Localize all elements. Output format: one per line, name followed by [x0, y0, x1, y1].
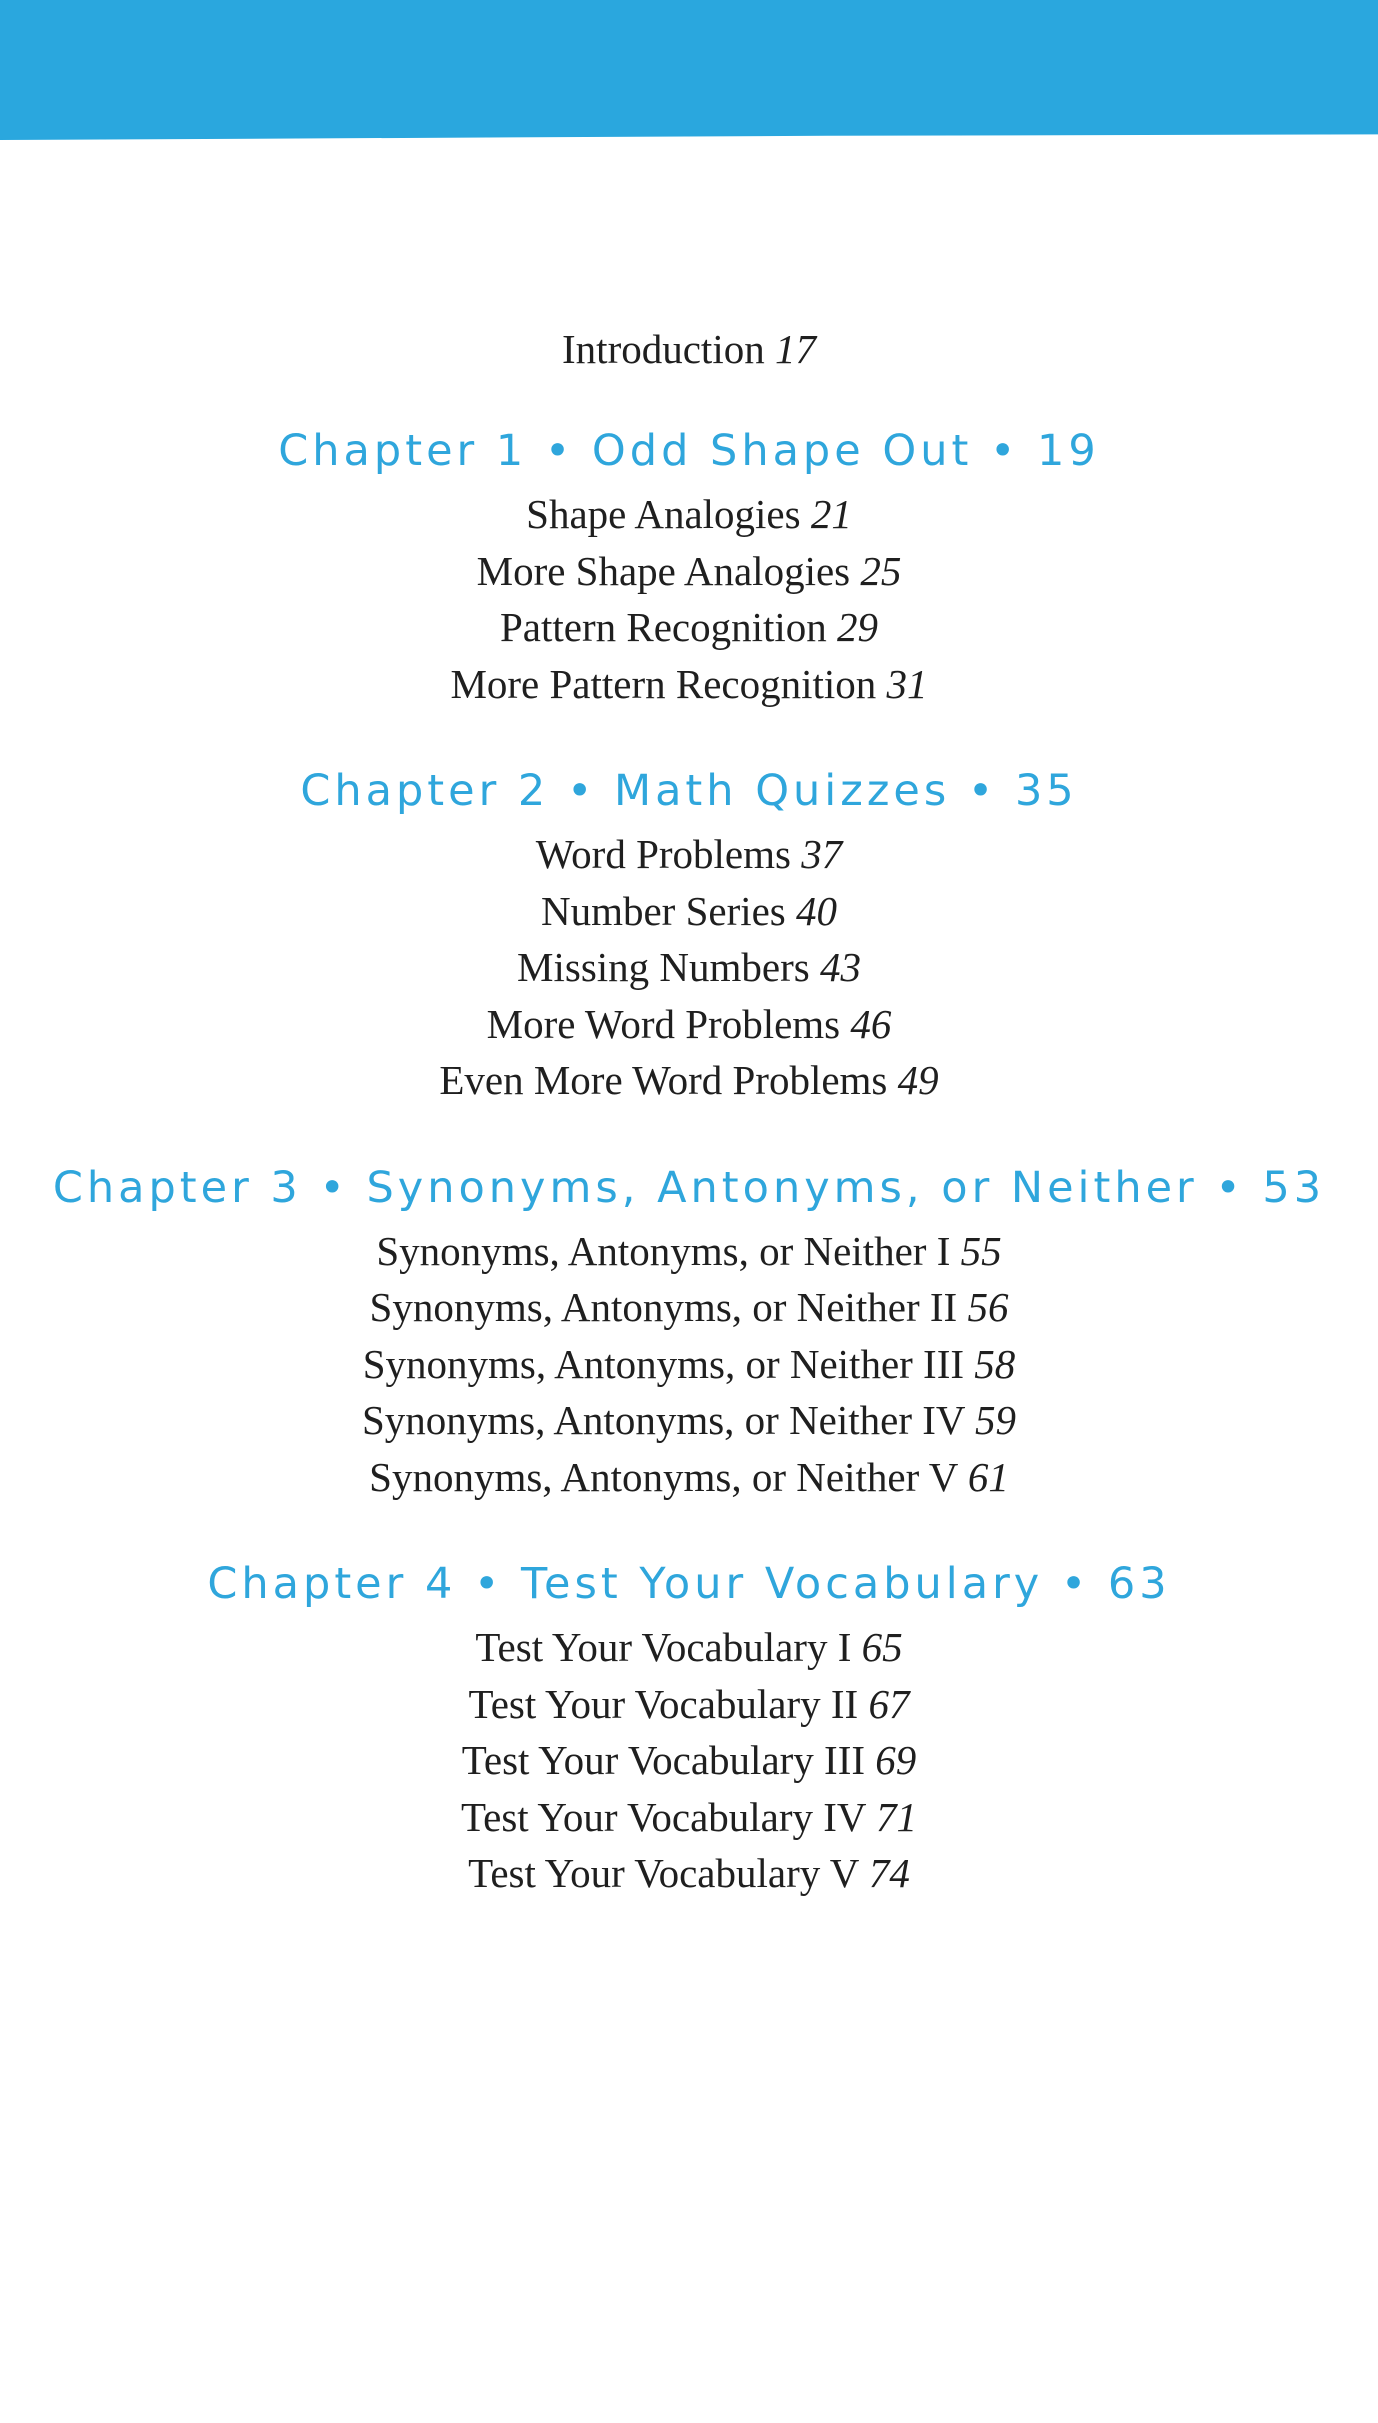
entry-title: Number Series	[540, 887, 786, 934]
chapter-heading: Chapter 4 • Test Your Vocabulary • 63	[207, 1559, 1171, 1609]
entry-title: Test Your Vocabulary V	[468, 1850, 859, 1896]
entry-title: Test Your Vocabulary II	[468, 1680, 859, 1727]
entry-title: Test Your Vocabulary I	[475, 1624, 852, 1670]
entry-title: Test Your Vocabulary III	[461, 1737, 866, 1783]
table-of-contents	[0, 316, 1378, 1950]
entry-page-number: 61	[967, 1453, 1009, 1500]
chapter-heading: Chapter 2 • Math Quizzes • 35	[300, 766, 1078, 816]
toc-entry	[0, 1279, 1378, 1336]
entry-title: Shape Analogies	[526, 491, 801, 537]
toc-entry	[0, 1336, 1378, 1393]
toc-entry	[0, 939, 1378, 996]
entry-title: More Word Problems	[486, 1000, 841, 1047]
entry-page-number: 69	[875, 1737, 917, 1783]
entry-page-number: 43	[819, 944, 861, 990]
chapter-heading: Chapter 3 • Synonyms, Antonyms, or Neither • 53	[52, 1162, 1326, 1213]
entry-title: More Pattern Recognition	[450, 660, 877, 707]
toc-entry	[0, 1619, 1378, 1676]
chapter-heading: Chapter 1 • Odd Shape Out • 19	[278, 426, 1100, 476]
entry-page-number: 29	[837, 604, 879, 650]
entry-page-number: 74	[868, 1850, 910, 1896]
toc-entry	[0, 1223, 1378, 1280]
toc-entry	[0, 1789, 1378, 1846]
entry-title: Synonyms, Antonyms, or Neither V	[369, 1453, 958, 1500]
entry-page-number: 40	[796, 887, 838, 934]
toc-entry	[0, 486, 1378, 543]
entry-title: Even More Word Problems	[439, 1057, 888, 1103]
toc-entry	[0, 826, 1378, 883]
entry-page-number: 55	[960, 1227, 1002, 1274]
entry-page-number: 25	[860, 547, 902, 594]
toc-entry	[0, 996, 1378, 1053]
entry-page-number: 59	[975, 1397, 1017, 1443]
chapter-4-section	[0, 1553, 1378, 1902]
entry-title: Word Problems	[535, 831, 791, 877]
toc-entry	[0, 599, 1378, 656]
entry-page-number: 31	[886, 660, 928, 707]
entry-title: Pattern Recognition	[499, 604, 827, 650]
entry-page-number: 65	[861, 1624, 903, 1670]
entry-title: Introduction	[562, 326, 765, 372]
toc-entry	[0, 1845, 1378, 1902]
toc-entry	[0, 543, 1378, 600]
entry-title: Synonyms, Antonyms, or Neither III	[362, 1340, 965, 1387]
toc-entry	[0, 1392, 1378, 1449]
toc-entry	[0, 883, 1378, 940]
entry-page-number: 49	[897, 1057, 939, 1103]
toc-entry	[0, 1732, 1378, 1789]
entry-page-number: 58	[974, 1340, 1016, 1387]
entry-title: Synonyms, Antonyms, or Neither I	[376, 1227, 951, 1274]
header-band	[0, 0, 1378, 140]
entry-title: More Shape Analogies	[476, 547, 851, 594]
toc-entry	[0, 1449, 1378, 1506]
toc-introduction	[0, 316, 1378, 382]
entry-page-number: 46	[850, 1000, 892, 1047]
toc-entry	[0, 1052, 1378, 1109]
entry-title: Synonyms, Antonyms, or Neither II	[369, 1284, 958, 1330]
toc-entry	[0, 1676, 1378, 1733]
entry-page-number: 37	[801, 831, 843, 877]
entry-title: Synonyms, Antonyms, or Neither IV	[361, 1397, 965, 1443]
entry-page-number: 71	[876, 1793, 918, 1840]
entry-title: Missing Numbers	[517, 944, 810, 990]
entry-page-number: 17	[774, 326, 816, 372]
chapter-1-section	[0, 420, 1378, 712]
chapter-3-section	[0, 1157, 1378, 1506]
entry-page-number: 21	[810, 491, 852, 537]
entry-page-number: 67	[868, 1680, 910, 1727]
toc-entry	[0, 656, 1378, 713]
entry-title: Test Your Vocabulary IV	[460, 1793, 866, 1840]
entry-page-number: 56	[967, 1284, 1009, 1330]
chapter-2-section	[0, 760, 1378, 1109]
